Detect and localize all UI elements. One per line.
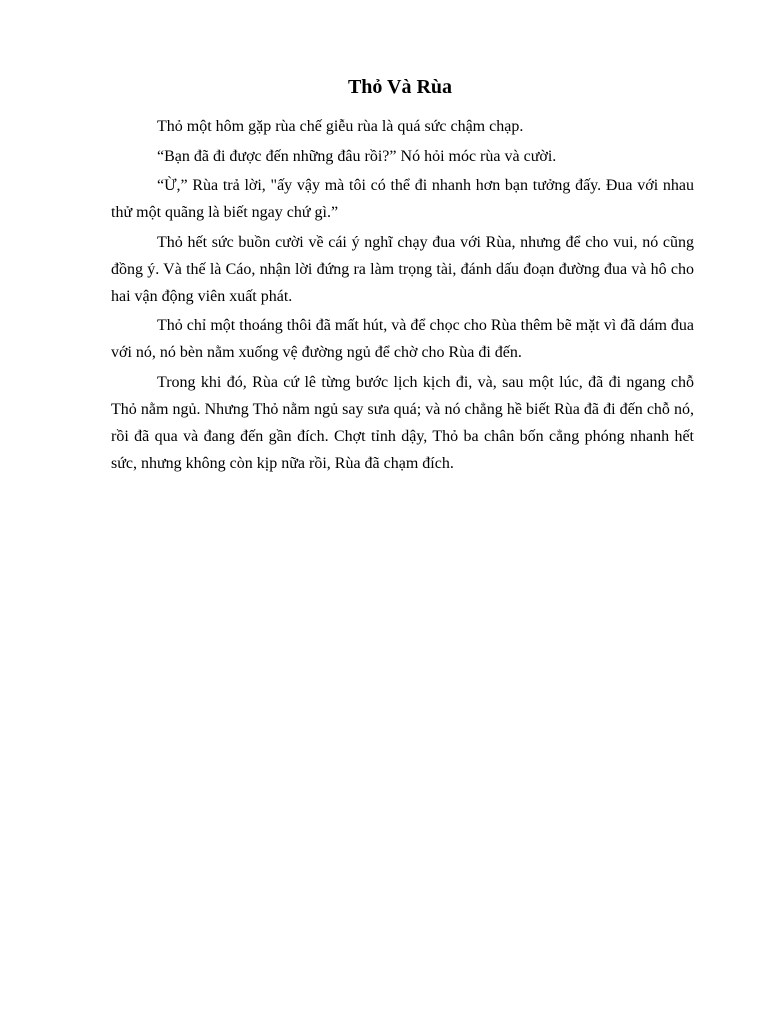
paragraph: Trong khi đó, Rùa cứ lê từng bước lịch kịch đi, và, sau một lúc, đã đi ngang chỗ Thỏ nằm ngủ. Nhưng Thỏ nằm ngủ say sưa quá; và nó chẳng hề biết Rùa đã đi đến chỗ nó, rồi đã qua và đang đến gần đích. Chợt tỉnh dậy, Thỏ ba chân bốn cẳng phóng nhanh hết sức, nhưng không còn kịp nữa rồi, Rùa đã chạm đích. (111, 373, 694, 472)
paragraph: “Ừ,” Rùa trả lời, "ấy vậy mà tôi có thể đi nhanh hơn bạn tưởng đấy. Đua với nhau thử một quãng là biết ngay chứ gì.” (111, 177, 694, 221)
paragraph: Thỏ hết sức buồn cười về cái ý nghĩ chạy đua với Rùa, nhưng để cho vui, nó cũng đồng ý. Và thế là Cáo, nhận lời đứng ra làm trọng tài, đánh dấu đoạn đường đua và hô cho hai vận động viên xuất phát. (111, 233, 694, 305)
document-body (111, 113, 694, 479)
paragraph: Thỏ một hôm gặp rùa chế giễu rùa là quá sức chậm chạp. (157, 118, 524, 135)
paragraph: “Bạn đã đi được đến những đâu rồi?” Nó hỏi móc rùa và cười. (157, 147, 557, 165)
document-title: Thỏ Và Rùa (347, 76, 453, 98)
paragraph: Thỏ chỉ một thoáng thôi đã mất hút, và để chọc cho Rùa thêm bẽ mặt vì đã dám đua với nó, nó bèn nằm xuống vệ đường ngủ để chờ cho Rùa đi đến. (111, 317, 694, 361)
